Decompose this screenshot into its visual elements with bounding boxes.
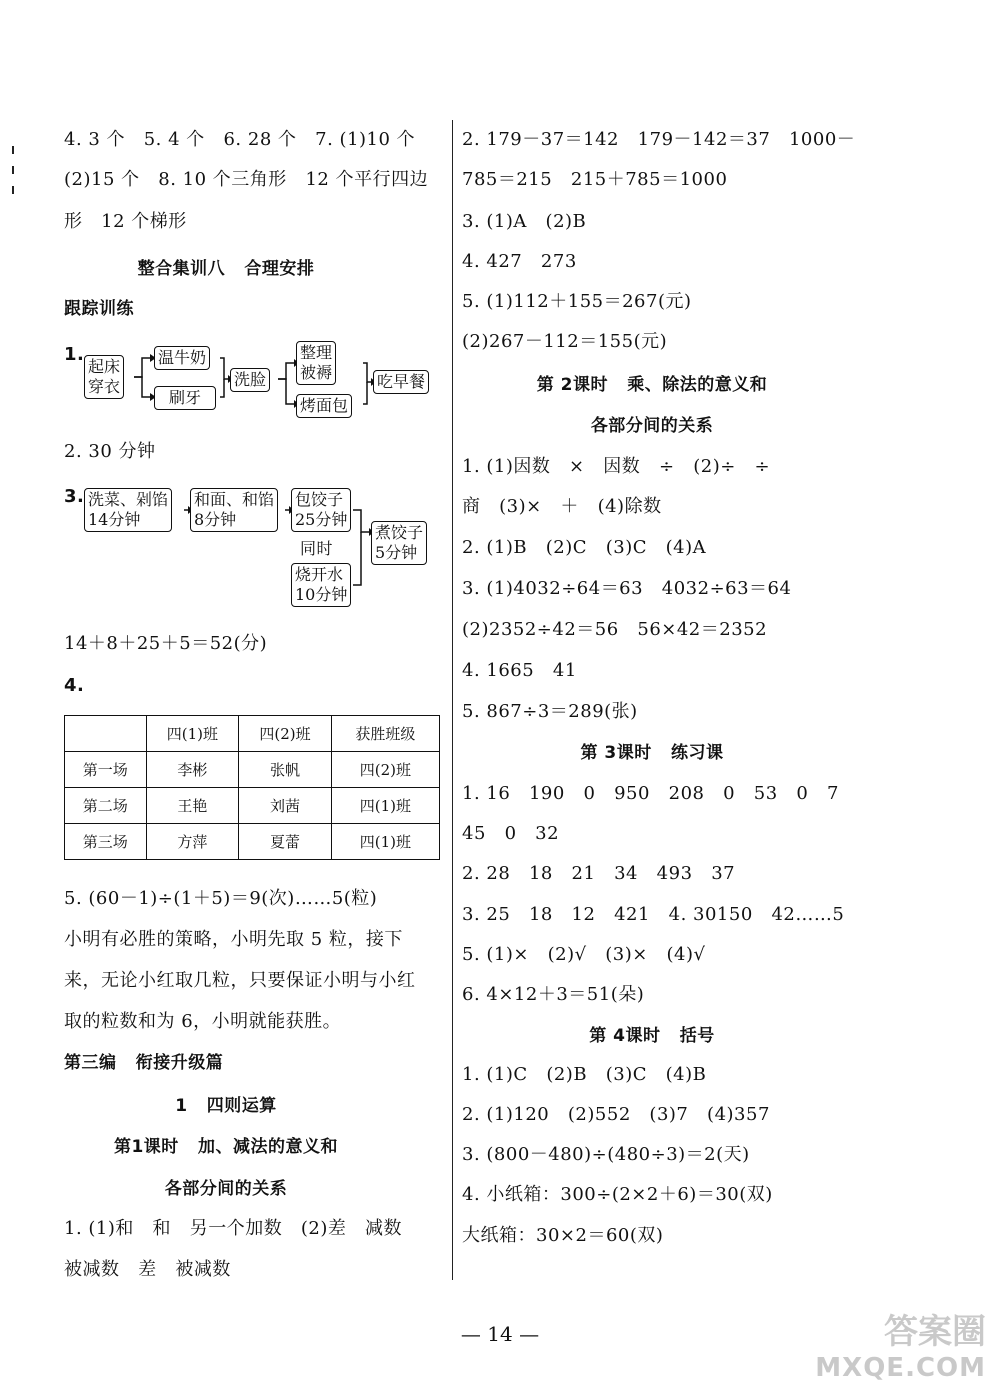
table-cell: 四(2)班 [331, 752, 439, 788]
chapter-title: 1 四则运算 [175, 1096, 277, 1116]
table-cell: 获胜班级 [331, 716, 439, 752]
table-cell: 四(1)班 [146, 716, 239, 752]
flow-step-breakfast: 吃早餐 [373, 370, 429, 394]
answer-line: 2. 179－37＝142 179－142＝37 1000－ [462, 129, 856, 150]
answer-line: 6. 4×12＋3＝51(朵) [462, 984, 645, 1005]
answer-line: 5. (60－1)÷(1＋5)＝9(次)……5(粒) [64, 888, 378, 909]
part-title: 第三编 衔接升级篇 [64, 1053, 224, 1073]
answer-line: 大纸箱：30×2＝60(双) [462, 1225, 664, 1246]
table-cell: 方萍 [146, 824, 239, 860]
table-cell: 第三场 [65, 824, 147, 860]
flow-label-same-time: 同时 [300, 539, 334, 558]
flow-step-warm-milk: 温牛奶 [154, 346, 210, 370]
answer-line: 2. 30 分钟 [64, 441, 156, 462]
table-cell: 第二场 [65, 788, 147, 824]
table-cell: 张帆 [239, 752, 332, 788]
table-cell: 李彬 [146, 752, 239, 788]
answer-line: 取的粒数和为 6，小明就能获胜。 [64, 1011, 342, 1032]
flow-step-knead-dough: 和面、和馅 8分钟 [190, 488, 278, 532]
answer-line: 形 12 个梯形 [64, 211, 187, 232]
flow-step-brush-teeth: 刷牙 [154, 386, 216, 410]
flow-step-tidy-bed: 整理 被褥 [296, 341, 336, 385]
table-cell: 四(1)班 [331, 788, 439, 824]
answer-line: 2. (1)B (2)C (3)C (4)A [462, 537, 707, 558]
question-number: 3. [64, 486, 85, 507]
flow-step-wash-veg: 洗菜、剁馅 14分钟 [84, 488, 172, 532]
watermark-text: 答案圈 [884, 1312, 986, 1352]
answer-line: 4. 小纸箱：300÷(2×2＋6)＝30(双) [462, 1184, 773, 1205]
flow-step-wash-face: 洗脸 [230, 368, 270, 392]
table-cell [65, 716, 147, 752]
answer-line: 3. (1)A (2)B [462, 211, 587, 232]
table-cell: 王艳 [146, 788, 239, 824]
table-cell: 刘茜 [239, 788, 332, 824]
answer-line: 1. 16 190 0 950 208 0 53 0 7 [462, 783, 839, 804]
table-row [65, 824, 440, 860]
lesson-title: 各部分间的关系 [590, 416, 714, 436]
watermark-url: MXQE.COM [815, 1353, 986, 1383]
answer-line: 被减数 差 被减数 [64, 1259, 231, 1280]
page-number: — 14 — [460, 1322, 540, 1346]
answer-line: 3. (1)4032÷64＝63 4032÷63＝64 [462, 578, 792, 599]
table-row [65, 752, 440, 788]
answer-line: 3. (800－480)÷(480÷3)＝2(天) [462, 1144, 750, 1165]
answer-line: 1. (1)因数 × 因数 ÷ (2)÷ ÷ [462, 456, 771, 477]
question-number: 1. [64, 344, 85, 365]
question-number: 4. [64, 675, 85, 696]
match-table [64, 715, 440, 860]
section-title: 整合集训八 合理安排 [137, 259, 315, 279]
answer-line: 5. (1)112＋155＝267(元) [462, 291, 692, 312]
flow-step-wrap-dumplings: 包饺子 25分钟 [291, 488, 351, 532]
answer-line: 4. 3 个 5. 4 个 6. 28 个 7. (1)10 个 [64, 129, 416, 150]
answer-line: (2)15 个 8. 10 个三角形 12 个平行四边 [64, 169, 429, 190]
answer-line: 14＋8＋25＋5＝52(分) [64, 633, 268, 654]
column-divider [452, 120, 453, 1280]
watermark-logo [815, 1304, 986, 1383]
table-cell: 夏蕾 [239, 824, 332, 860]
lesson-title: 第 3课时 练习课 [580, 743, 724, 763]
answer-line: 5. (1)× (2)√ (3)× (4)√ [462, 944, 706, 965]
flow-step-cook-dumplings: 煮饺子 5分钟 [371, 521, 427, 565]
flow-arrows [0, 0, 452, 700]
table-header-row [65, 716, 440, 752]
answer-line: 45 0 32 [462, 823, 560, 844]
answer-line: 785＝215 215＋785＝1000 [462, 169, 728, 190]
answer-line: 2. 28 18 21 34 493 37 [462, 863, 736, 884]
answer-line: (2)2352÷42＝56 56×42＝2352 [462, 619, 768, 640]
answer-line: 3. 25 18 12 421 4. 30150 42……5 [462, 904, 845, 925]
answer-line: 5. 867÷3＝289(张) [462, 701, 638, 722]
table-row [65, 788, 440, 824]
answer-line: 2. (1)120 (2)552 (3)7 (4)357 [462, 1104, 770, 1125]
flow-step-boil-water: 烧开水 10分钟 [291, 563, 351, 607]
table-cell: 四(2)班 [239, 716, 332, 752]
answer-line: 1. (1)和 和 另一个加数 (2)差 减数 [64, 1218, 403, 1239]
lesson-title: 第 4课时 括号 [589, 1026, 715, 1046]
lesson-title: 第 2课时 乘、除法的意义和 [536, 375, 768, 395]
lesson-title: 各部分间的关系 [164, 1179, 288, 1199]
table-cell: 第一场 [65, 752, 147, 788]
flow-step-toast: 烤面包 [296, 394, 352, 418]
subsection-label: 跟踪训练 [64, 299, 134, 319]
table-cell: 四(1)班 [331, 824, 439, 860]
answer-line: 商 (3)× ＋ (4)除数 [462, 496, 662, 517]
answer-line: 4. 1665 41 [462, 660, 577, 681]
answer-line: (2)267－112＝155(元) [462, 331, 668, 352]
lesson-title: 第1课时 加、减法的意义和 [113, 1137, 339, 1157]
answer-line: 4. 427 273 [462, 251, 577, 272]
answer-line: 1. (1)C (2)B (3)C (4)B [462, 1064, 707, 1085]
answer-line: 来，无论小红取几粒，只要保证小明与小红 [64, 970, 416, 991]
answer-line: 小明有必胜的策略，小明先取 5 粒，接下 [64, 929, 403, 950]
flow-step-dress: 起床 穿衣 [84, 355, 124, 399]
